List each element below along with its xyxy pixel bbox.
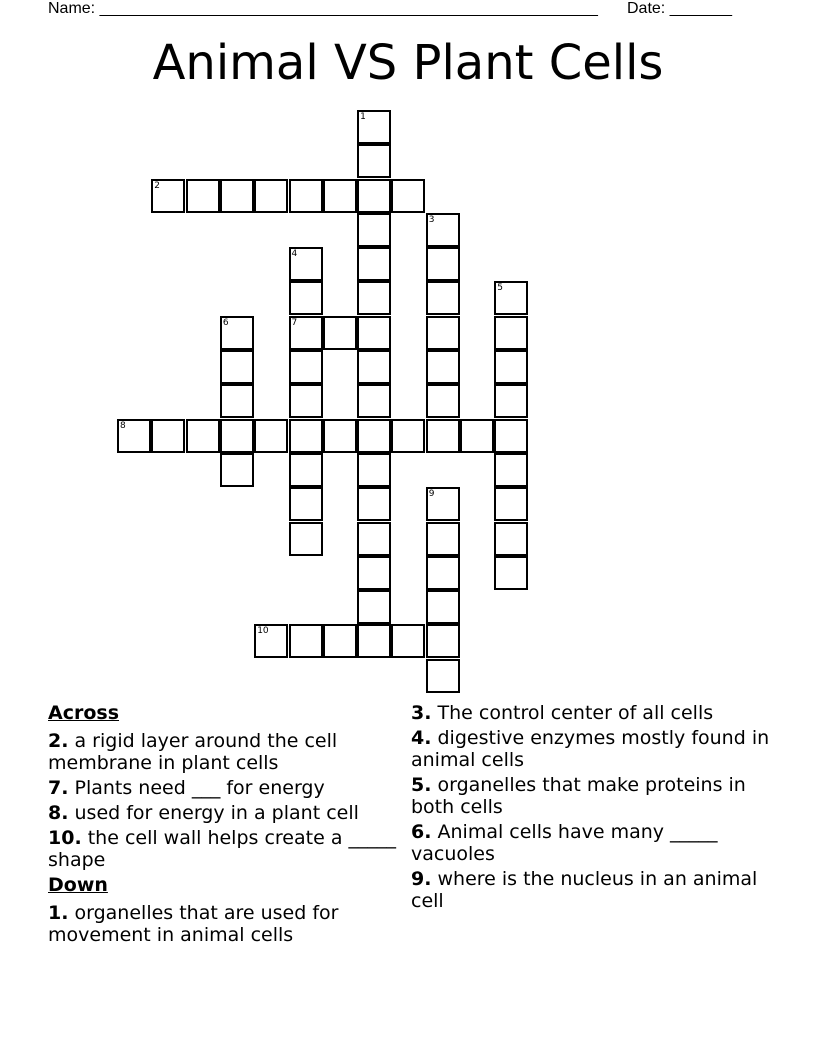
grid-cell[interactable] xyxy=(426,247,460,281)
clue-across-8 xyxy=(48,802,398,824)
grid-cell[interactable] xyxy=(357,522,391,556)
grid-cell[interactable] xyxy=(494,453,528,487)
clue-text: digestive enzymes mostly found in animal cells xyxy=(411,727,770,771)
grid-cell[interactable] xyxy=(357,624,391,658)
grid-cell[interactable] xyxy=(289,522,323,556)
grid-cell[interactable] xyxy=(220,419,254,453)
grid-cell[interactable] xyxy=(357,419,391,453)
clue-text: Animal cells have many _____ vacuoles xyxy=(411,821,718,865)
page-title: Animal VS Plant Cells xyxy=(152,35,664,91)
clues-right-column xyxy=(411,702,771,915)
grid-cell[interactable] xyxy=(220,179,254,213)
grid-cell[interactable] xyxy=(357,487,391,521)
clue-number-label: 1 xyxy=(360,111,366,122)
grid-cell[interactable] xyxy=(220,453,254,487)
clue-number-label: 6 xyxy=(222,317,229,328)
clue-number-label: 5 xyxy=(497,283,504,294)
clue-down-9 xyxy=(411,868,771,912)
grid-cell[interactable] xyxy=(357,179,391,213)
grid-cell-3[interactable] xyxy=(426,213,460,247)
grid-cell[interactable] xyxy=(151,419,185,453)
grid-cell[interactable] xyxy=(494,522,528,556)
clue-down-6 xyxy=(411,821,771,865)
clue-down-4 xyxy=(411,727,771,771)
clue-number-label: 7 xyxy=(291,317,298,328)
grid-cell[interactable] xyxy=(357,144,391,178)
clue-number: 3. xyxy=(411,702,432,724)
clue-text: The control center of all cells xyxy=(437,702,714,724)
clue-number-label: 8 xyxy=(120,420,126,431)
clue-text: a rigid layer around the cell membrane in plant cells xyxy=(48,730,338,774)
grid-cell[interactable] xyxy=(391,419,425,453)
grid-cell[interactable] xyxy=(220,384,254,418)
grid-cell[interactable] xyxy=(426,419,460,453)
grid-cell[interactable] xyxy=(289,350,323,384)
clue-number: 1. xyxy=(48,902,69,924)
grid-cell[interactable] xyxy=(357,453,391,487)
grid-cell[interactable] xyxy=(426,384,460,418)
grid-cell[interactable] xyxy=(289,453,323,487)
clue-number: 10. xyxy=(48,827,82,849)
grid-cell-4[interactable] xyxy=(289,247,323,281)
grid-cell[interactable] xyxy=(426,556,460,590)
grid-cell[interactable] xyxy=(323,419,357,453)
grid-cell[interactable] xyxy=(357,247,391,281)
grid-cell[interactable] xyxy=(186,179,220,213)
grid-cell[interactable] xyxy=(391,624,425,658)
grid-cell[interactable] xyxy=(357,350,391,384)
grid-cell[interactable] xyxy=(357,590,391,624)
grid-cell[interactable] xyxy=(289,624,323,658)
clue-number: 5. xyxy=(411,774,432,796)
grid-cell[interactable] xyxy=(254,179,288,213)
grid-cell[interactable] xyxy=(289,179,323,213)
grid-cell[interactable] xyxy=(494,487,528,521)
clue-text: where is the nucleus in an animal cell xyxy=(411,868,758,912)
grid-cell[interactable] xyxy=(426,281,460,315)
clue-down-5 xyxy=(411,774,771,818)
grid-cell[interactable] xyxy=(323,624,357,658)
clue-number-label: 3 xyxy=(428,214,435,225)
clue-number-label: 4 xyxy=(291,249,298,260)
clue-text: used for energy in a plant cell xyxy=(74,802,359,824)
clue-number-label: 9 xyxy=(428,489,435,500)
grid-cell[interactable] xyxy=(426,350,460,384)
grid-cell[interactable] xyxy=(426,659,460,693)
clue-across-2 xyxy=(48,730,398,774)
date-field[interactable]: Date: _______ xyxy=(627,0,732,17)
grid-cell[interactable] xyxy=(357,384,391,418)
clue-number: 4. xyxy=(411,727,432,749)
grid-cell[interactable] xyxy=(254,419,288,453)
grid-cell-1[interactable] xyxy=(357,110,391,144)
down-heading: Down xyxy=(48,874,108,896)
grid-cell-6[interactable] xyxy=(220,316,254,350)
name-field[interactable]: Name: ________________________________________________________ xyxy=(48,0,598,17)
grid-cell-8[interactable] xyxy=(117,419,151,453)
clue-text: organelles that are used for movement in animal cells xyxy=(48,902,339,946)
grid-cell[interactable] xyxy=(357,316,391,350)
grid-cell[interactable] xyxy=(494,419,528,453)
grid-cell-5[interactable] xyxy=(494,281,528,315)
grid-cell[interactable] xyxy=(426,522,460,556)
clue-number: 2. xyxy=(48,730,69,752)
grid-cell[interactable] xyxy=(460,419,494,453)
clue-number: 8. xyxy=(48,802,69,824)
clue-number-label: 2 xyxy=(154,180,161,191)
clue-text: organelles that make proteins in both cells xyxy=(411,774,746,818)
clue-text: Plants need ___ for energy xyxy=(74,777,325,799)
grid-cell[interactable] xyxy=(391,179,425,213)
grid-cell[interactable] xyxy=(357,556,391,590)
grid-cell[interactable] xyxy=(289,419,323,453)
clue-down-3 xyxy=(411,702,771,724)
grid-cell[interactable] xyxy=(426,624,460,658)
grid-cell[interactable] xyxy=(323,316,357,350)
grid-cell[interactable] xyxy=(186,419,220,453)
grid-cell[interactable] xyxy=(357,281,391,315)
grid-cell-9[interactable] xyxy=(426,487,460,521)
grid-cell[interactable] xyxy=(494,556,528,590)
clues-left-column xyxy=(48,702,398,949)
grid-cell[interactable] xyxy=(220,350,254,384)
grid-cell[interactable] xyxy=(289,384,323,418)
across-heading: Across xyxy=(48,702,120,724)
grid-cell[interactable] xyxy=(289,487,323,521)
grid-cell[interactable] xyxy=(494,384,528,418)
grid-cell-10[interactable] xyxy=(254,624,288,658)
clue-number: 6. xyxy=(411,821,432,843)
clue-number: 9. xyxy=(411,868,432,890)
grid-cell[interactable] xyxy=(494,316,528,350)
clue-text: the cell wall helps create a _____ shape xyxy=(48,827,396,871)
grid-cell[interactable] xyxy=(426,316,460,350)
grid-cell[interactable] xyxy=(357,213,391,247)
clue-number-label: 10 xyxy=(257,626,269,637)
clue-across-10 xyxy=(48,827,398,871)
grid-cell-7[interactable] xyxy=(289,316,323,350)
grid-cell[interactable] xyxy=(323,179,357,213)
grid-cell[interactable] xyxy=(494,350,528,384)
grid-cell[interactable] xyxy=(289,281,323,315)
clue-down-1 xyxy=(48,902,398,946)
grid-cell-2[interactable] xyxy=(151,179,185,213)
clue-number: 7. xyxy=(48,777,69,799)
grid-cell[interactable] xyxy=(426,590,460,624)
clue-across-7 xyxy=(48,777,398,799)
